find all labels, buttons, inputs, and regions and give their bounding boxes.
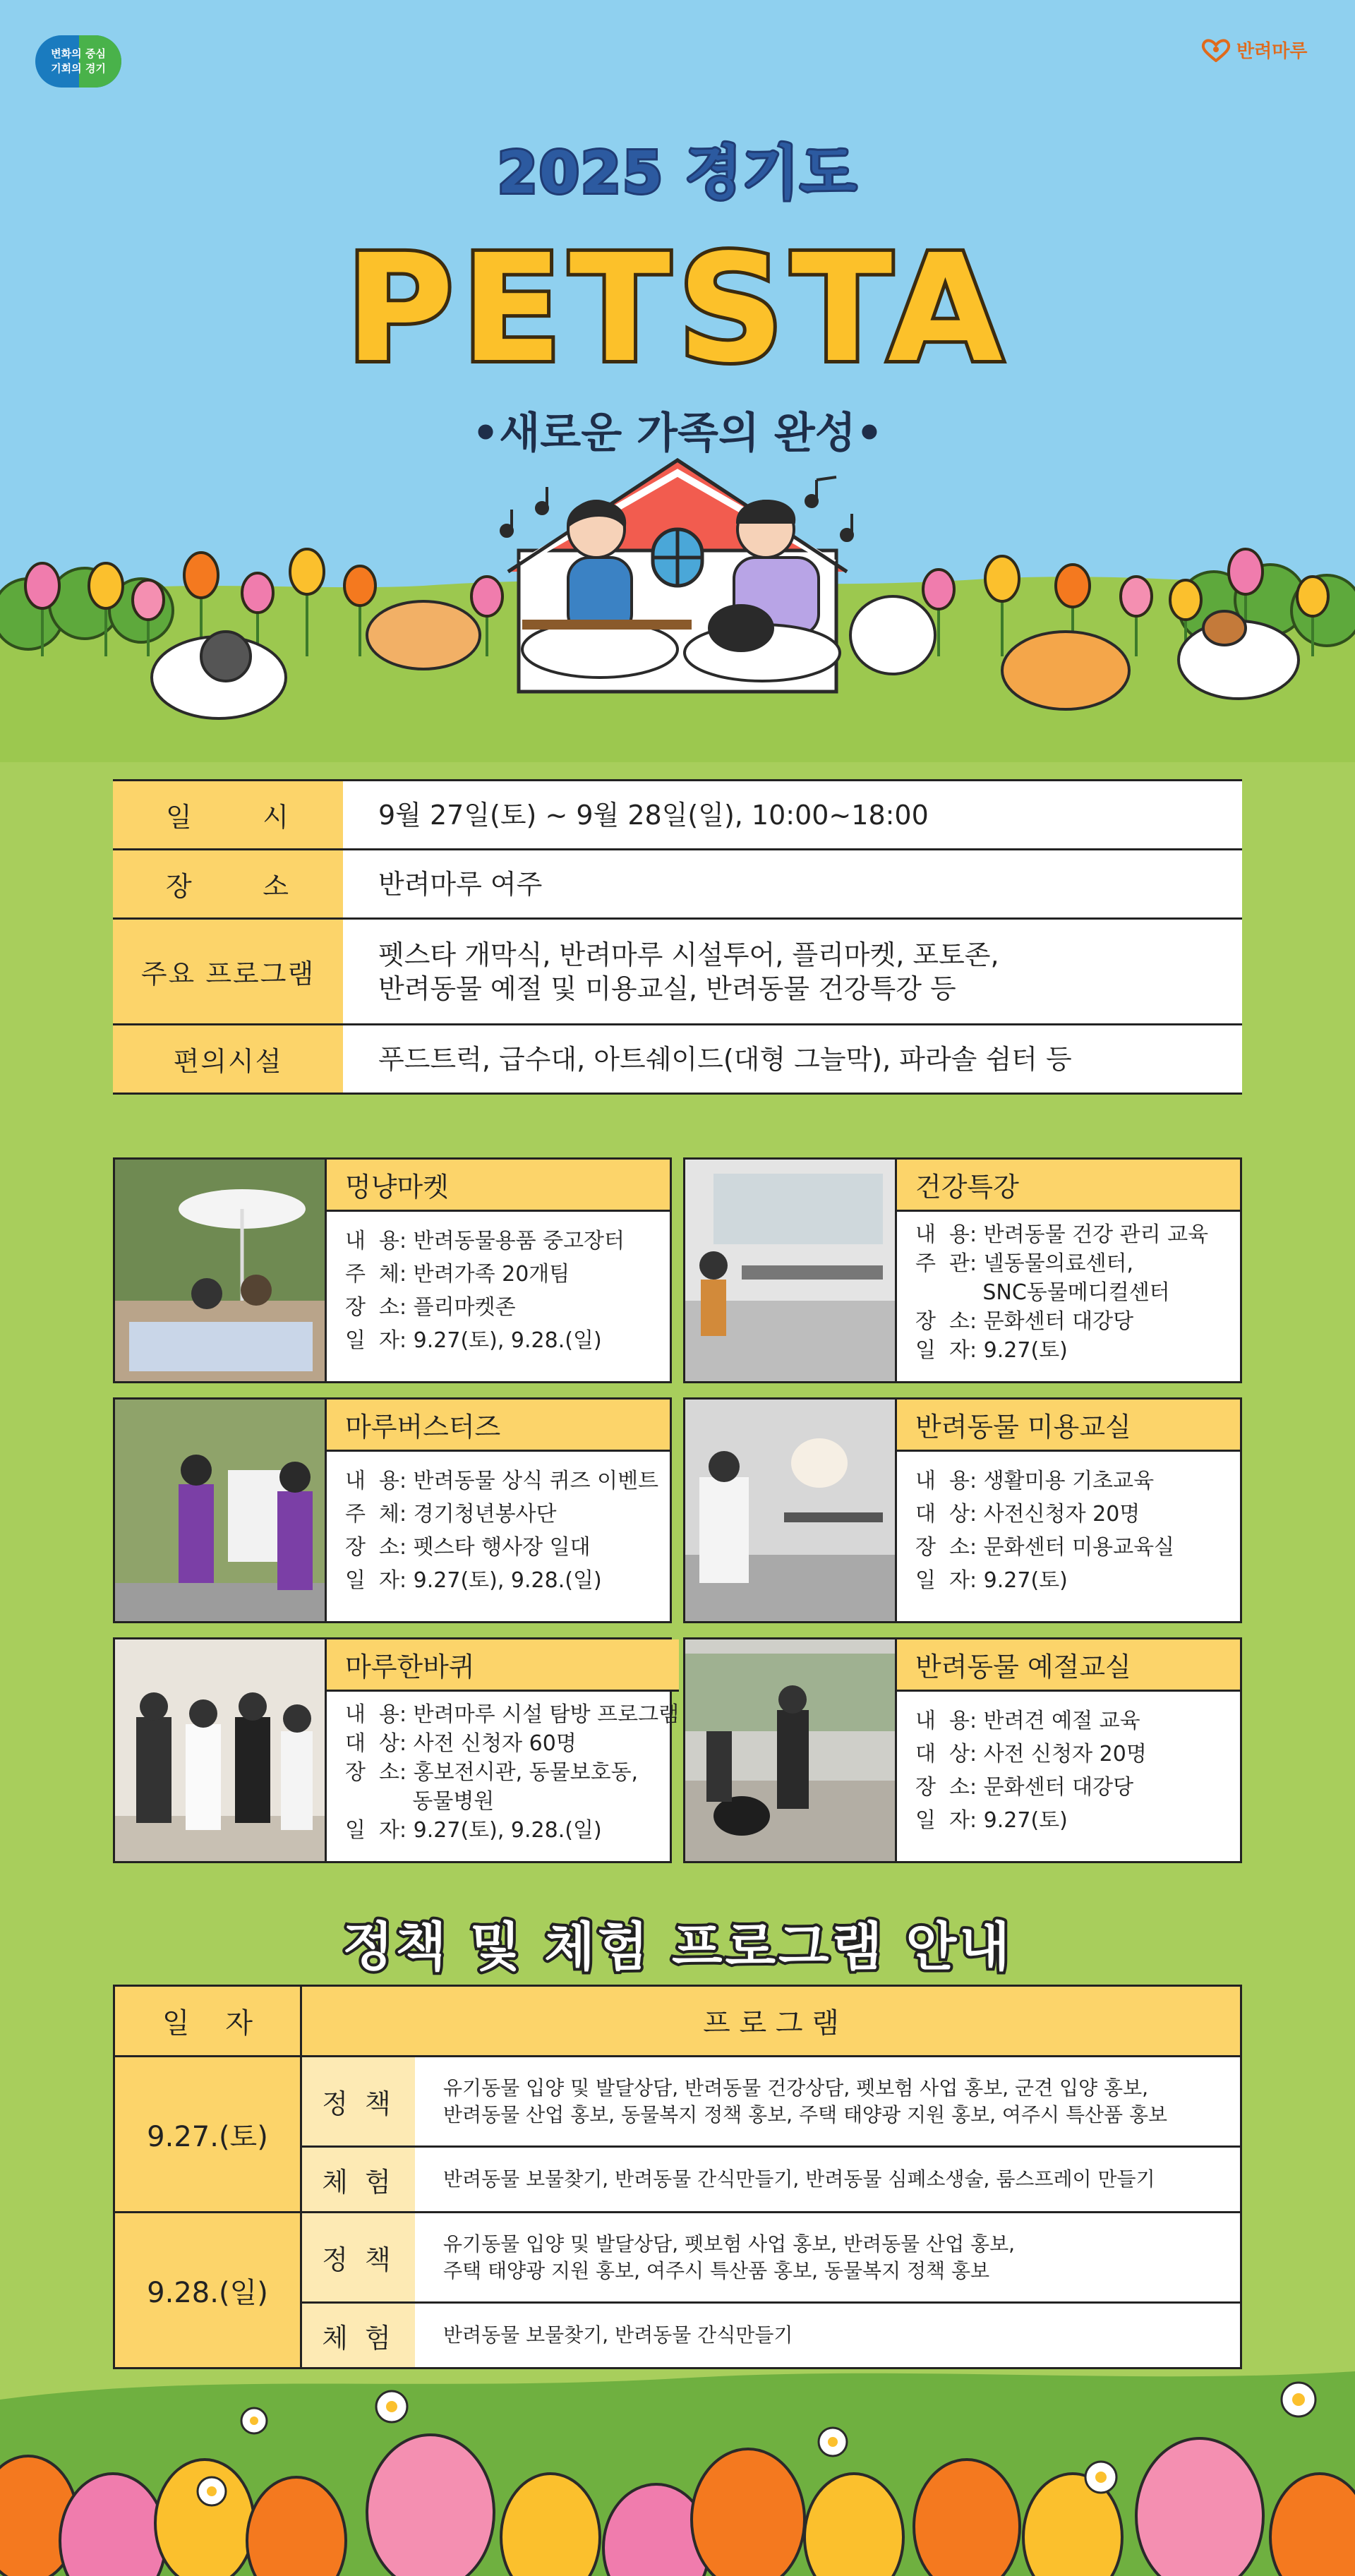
schedule-text: 반려동물 보물찾기, 반려동물 간식만들기, 반려동물 심폐소생술, 룸스프레이 만들기 (443, 2167, 1155, 2191)
hero-illustration (0, 445, 1355, 762)
schedule-category: 정 책 (302, 2213, 415, 2301)
program-detail: 장 소: 문화센터 대강당 (915, 1775, 1134, 1800)
program-title: 마루한바퀴 (327, 1639, 679, 1692)
program-detail: 내 용: 반려동물 상식 퀴즈 이벤트 (345, 1469, 659, 1493)
info-value: 반려마루 여주 (343, 850, 1242, 917)
schedule-row (302, 2148, 1240, 2211)
program-detail: 주 체: 반려가족 20개팀 (345, 1262, 570, 1287)
program-detail: 장 소: 펫스타 행사장 일대 (345, 1535, 591, 1560)
info-label: 주요 프로그램 (113, 920, 343, 1023)
program-photo (685, 1400, 897, 1621)
program-title: 건강특강 (897, 1160, 1240, 1212)
schedule-table (113, 1985, 1242, 2369)
program-detail: 일 자: 9.27(토) (915, 1568, 1068, 1593)
program-photo (685, 1160, 897, 1381)
program-detail: 내 용: 반려견 예절 교육 (915, 1709, 1140, 1733)
program-photo (685, 1639, 897, 1861)
info-value: 9월 27일(토) ~ 9월 28일(일), 10:00~18:00 (343, 781, 1242, 848)
info-row-datetime (113, 781, 1242, 850)
info-row-location (113, 850, 1242, 920)
event-main-title: PETSTA (345, 222, 1010, 395)
program-detail: 장 소: 문화센터 대강당 (915, 1309, 1134, 1334)
program-detail: 주 체: 경기청년봉사단 (345, 1502, 557, 1527)
schedule-text: 반려동물 보물찾기, 반려동물 간식만들기 (443, 2323, 793, 2347)
schedule-category: 정 책 (302, 2057, 415, 2145)
schedule-day-sun (115, 2213, 1240, 2367)
program-detail: 대 상: 사전 신청자 20명 (915, 1742, 1147, 1767)
program-detail: 일 자: 9.27(토), 9.28.(일) (345, 1818, 602, 1843)
program-card-health-lecture (683, 1157, 1242, 1383)
event-year-title: 2025 경기도 (497, 140, 858, 207)
schedule-text: 유기동물 입양 및 발달상담, 펫보험 사업 홍보, 반려동물 산업 홍보, 주택 태양광 지원 홍보, 여주시 특산품 홍보, 동물복지 정책 홍보 (443, 2232, 1016, 2282)
program-detail: 장 소: 홍보전시관, 동물보호동, (345, 1760, 639, 1785)
program-title: 반려동물 예절교실 (897, 1639, 1240, 1692)
paw-heart-icon (1200, 38, 1232, 62)
schedule-date: 9.28.(일) (115, 2213, 302, 2367)
schedule-header (115, 1987, 1240, 2057)
program-detail: 동물병원 (345, 1789, 495, 1814)
info-label: 일 시 (113, 781, 343, 848)
program-title: 마루버스터즈 (327, 1400, 670, 1452)
program-detail: 장 소: 플리마켓존 (345, 1295, 516, 1320)
event-info-table (113, 779, 1242, 1095)
program-card-market (113, 1157, 672, 1383)
program-title: 멍냥마켓 (327, 1160, 670, 1212)
schedule-date: 9.27.(토) (115, 2057, 302, 2211)
schedule-category: 체 험 (302, 2148, 415, 2211)
schedule-header-date: 일 자 (115, 1987, 302, 2055)
program-detail: 주 관: 넬동물의료센터, (915, 1251, 1134, 1276)
program-detail: 장 소: 문화센터 미용교육실 (915, 1535, 1175, 1560)
schedule-day-sat (115, 2057, 1240, 2213)
gyeonggi-logo (35, 35, 121, 88)
program-detail: SNC동물메디컬센터 (915, 1280, 1170, 1305)
program-detail: 일 자: 9.27(토), 9.28.(일) (345, 1568, 602, 1593)
gyeonggi-slogan: 변화의 중심 기회의 경기 (51, 47, 106, 75)
program-photo (115, 1639, 327, 1861)
program-card-maru-tour (113, 1637, 680, 1863)
schedule-text: 유기동물 입양 및 발달상담, 반려동물 건강상담, 펫보험 사업 홍보, 군견 입양 홍보, 반려동물 산업 홍보, 동물복지 정책 홍보, 주택 태양광 지원 홍보, 여주시 특산품 홍보 (443, 2076, 1168, 2126)
footer-flower-illustration (0, 2357, 1355, 2576)
program-card-maru-busters (113, 1397, 672, 1623)
schedule-row (302, 2213, 1240, 2304)
program-detail: 내 용: 생활미용 기초교육 (915, 1469, 1155, 1493)
program-detail: 내 용: 반려동물용품 중고장터 (345, 1229, 625, 1253)
program-detail: 내 용: 반려마루 시설 탐방 프로그램 (345, 1702, 680, 1727)
event-subtitle: •새로운 가족의 완성• (471, 409, 884, 458)
program-detail: 대 상: 사전 신청자 60명 (345, 1731, 577, 1756)
program-detail: 일 자: 9.27(토) (915, 1338, 1068, 1363)
program-detail: 내 용: 반려동물 건강 관리 교육 (915, 1222, 1209, 1247)
program-card-grooming-class (683, 1397, 1242, 1623)
banryeomaru-logo (1200, 37, 1307, 63)
program-detail: 대 상: 사전신청자 20명 (915, 1502, 1140, 1527)
program-photo (115, 1400, 327, 1621)
info-row-facilities (113, 1025, 1242, 1095)
info-value: 펫스타 개막식, 반려마루 시설투어, 플리마켓, 포토존, 반려동물 예절 및 미용교실, 반려동물 건강특강 등 (343, 920, 1242, 1023)
program-photo (115, 1160, 327, 1381)
info-value: 푸드트럭, 급수대, 아트쉐이드(대형 그늘막), 파라솔 쉼터 등 (343, 1025, 1242, 1093)
schedule-category: 체 험 (302, 2304, 415, 2367)
schedule-row (302, 2057, 1240, 2148)
schedule-section-title: 정책 및 체험 프로그램 안내 (342, 1917, 1013, 1978)
program-detail: 일 자: 9.27(토), 9.28.(일) (345, 1328, 602, 1353)
program-title: 반려동물 미용교실 (897, 1400, 1240, 1452)
info-row-programs (113, 920, 1242, 1025)
brand-name: 반려마루 (1236, 41, 1308, 62)
info-label: 장 소 (113, 850, 343, 917)
info-label: 편의시설 (113, 1025, 343, 1093)
program-detail: 일 자: 9.27(토) (915, 1808, 1068, 1833)
schedule-header-program: 프 로 그 램 (703, 2007, 839, 2040)
program-card-etiquette-class (683, 1637, 1242, 1863)
